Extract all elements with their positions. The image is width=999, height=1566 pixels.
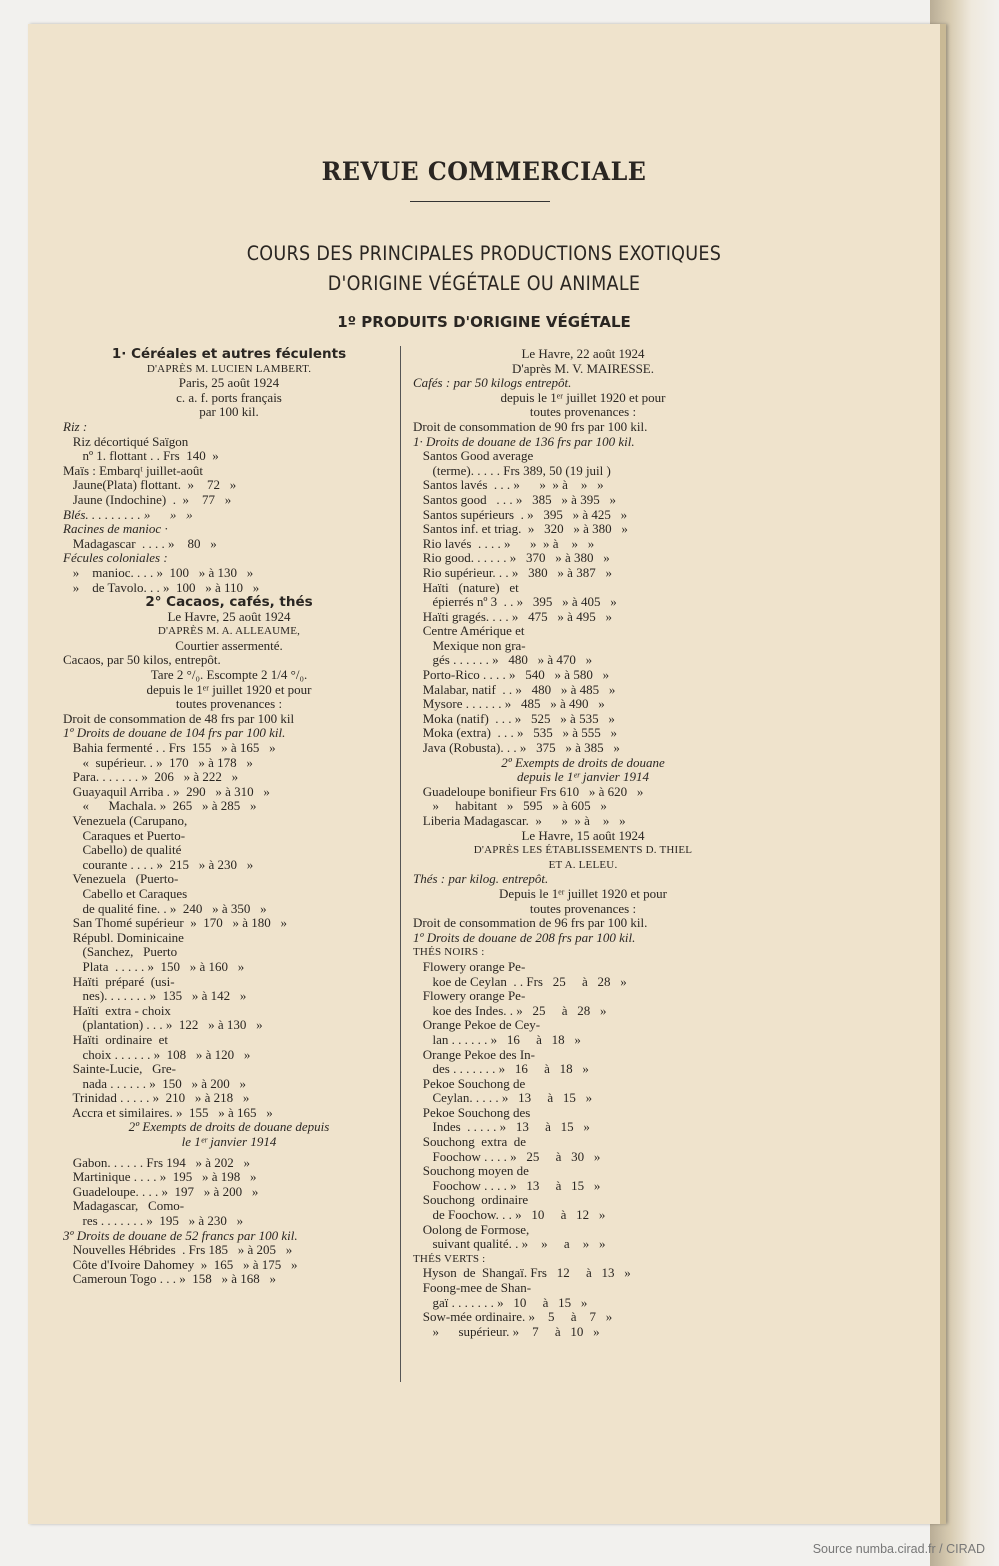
text-line: D'APRÈS M. LUCIEN LAMBERT. bbox=[146, 362, 312, 375]
text-line: Guadeloupe bonifieur Frs 610 » à 620 » bbox=[413, 783, 644, 799]
text-line: Moka (natif) . . . » 525 » à 535 » bbox=[413, 710, 615, 726]
text-line: Cabello et Caraques bbox=[63, 885, 188, 901]
text-line: Riz décortiqué Saïgon bbox=[63, 433, 189, 449]
column-divider bbox=[400, 346, 401, 1382]
text-line: res . . . . . . . » 195 » à 230 » bbox=[63, 1213, 244, 1229]
text-line: Tare 2 °/₀. Escompte 2 1/4 °/₀. bbox=[150, 667, 308, 683]
text-line: Racines de manioc · bbox=[63, 521, 168, 537]
text-line: de qualité fine. . » 240 » à 350 » bbox=[63, 900, 267, 916]
text-line: Souchong moyen de bbox=[413, 1163, 529, 1179]
text-line: courante . . . . » 215 » à 230 » bbox=[63, 856, 254, 872]
text-line: des . . . . . . . » 16 à 18 » bbox=[413, 1061, 589, 1077]
text-line: THÉS VERTS : bbox=[413, 1252, 486, 1265]
text-line: » supérieur. » 7 à 10 » bbox=[413, 1323, 600, 1339]
text-line: Droit de consommation de 90 frs par 100 kil. bbox=[413, 418, 648, 434]
text-line: Sow-mée ordinaire. » 5 à 7 » bbox=[413, 1309, 613, 1325]
text-line: Rio good. . . . . . » 370 » à 380 » bbox=[413, 550, 610, 566]
text-line: Le Havre, 25 août 1924 bbox=[167, 608, 291, 624]
text-line: Venezuela (Puerto- bbox=[63, 871, 179, 887]
text-line: D'APRÈS LES ÉTABLISSEMENTS D. THIEL bbox=[473, 844, 693, 857]
text-line: Cameroun Togo . . . » 158 » à 168 » bbox=[63, 1271, 276, 1287]
text-line: Blés. . . . . . . . . » » » bbox=[63, 506, 193, 522]
text-line: Moka (extra) . . . » 535 » à 555 » bbox=[413, 725, 617, 741]
text-line: Le Havre, 22 août 1924 bbox=[521, 346, 645, 361]
text-line: 2º Exempts de droits de douane depuis bbox=[128, 1119, 330, 1135]
text-line: suivant qualité. . » » a » » bbox=[413, 1236, 606, 1252]
text-line: Droit de consommation de 48 frs par 100 kil bbox=[63, 710, 295, 726]
text-line: Cabello) de qualité bbox=[63, 842, 182, 858]
text-line: 1· Droits de douane de 136 frs par 100 kil. bbox=[413, 433, 635, 449]
text-line: D'APRÈS M. A. ALLEAUME, bbox=[157, 625, 301, 638]
text-line: Souchong ordinaire bbox=[413, 1192, 529, 1208]
text-line: (plantation) . . . » 122 » à 130 » bbox=[63, 1017, 263, 1033]
text-line: ET A. LELEU. bbox=[548, 858, 618, 871]
text-line: Santos supérieurs . » 395 » à 425 » bbox=[413, 506, 628, 522]
text-line: Guayaquil Arriba . » 290 » à 310 » bbox=[63, 783, 270, 799]
text-line: Républ. Dominicaine bbox=[63, 929, 184, 945]
text-line: Indes . . . . . » 13 à 15 » bbox=[413, 1119, 590, 1135]
text-line: Malabar, natif . . » 480 » à 485 » bbox=[413, 681, 616, 697]
text-line: Foochow . . . . » 13 à 15 » bbox=[413, 1177, 601, 1193]
text-line: Venezuela (Carupano, bbox=[63, 813, 188, 828]
text-line: Paris, 25 août 1924 bbox=[178, 375, 280, 391]
text-line: 2° Cacaos, cafés, thés bbox=[145, 594, 313, 611]
title-divider bbox=[410, 201, 550, 202]
text-line: D'après M. V. MAIRESSE. bbox=[512, 360, 654, 376]
text-line: (Sanchez, Puerto bbox=[63, 944, 178, 960]
subtitle-line-2: D'ORIGINE VÉGÉTALE OU ANIMALE bbox=[327, 272, 641, 295]
text-line: THÉS NOIRS : bbox=[413, 946, 485, 959]
text-line: Madagascar . . . . » 80 » bbox=[63, 535, 217, 551]
text-line: Souchong extra de bbox=[413, 1134, 527, 1150]
text-line: « supérieur. . » 170 » à 178 » bbox=[63, 754, 253, 770]
text-line: depuis le 1ᵉʳ juillet 1920 et pour bbox=[500, 389, 666, 405]
text-line: Trinidad . . . . . » 210 » à 218 » bbox=[63, 1090, 250, 1106]
text-line: nes). . . . . . . » 135 » à 142 » bbox=[63, 988, 247, 1004]
text-line: Mysore . . . . . . » 485 » à 490 » bbox=[413, 696, 605, 712]
text-line: c. a. f. ports français bbox=[176, 389, 282, 405]
text-line: toutes provenances : bbox=[175, 696, 283, 712]
right-column bbox=[413, 347, 753, 1339]
text-line: » habitant » 595 » à 605 » bbox=[413, 798, 607, 814]
text-line: Droit de consommation de 96 frs par 100 kil. bbox=[413, 915, 648, 931]
text-line: Santos Good average bbox=[413, 448, 534, 464]
text-line: Gabon. . . . . . Frs 194 » à 202 » bbox=[63, 1154, 251, 1170]
text-line: depuis le 1ᵉʳ juillet 1920 et pour bbox=[146, 681, 312, 697]
text-line: Santos good . . . » 385 » à 395 » bbox=[413, 491, 616, 507]
text-line: 1º Droits de douane de 208 frs par 100 kil. bbox=[413, 929, 636, 945]
page-title: REVUE COMMERCIALE bbox=[321, 157, 647, 186]
text-line: Cacaos, par 50 kilos, entrepôt. bbox=[63, 652, 221, 668]
text-line: toutes provenances : bbox=[529, 900, 637, 916]
text-line: Rio lavés . . . . » » » à » » bbox=[413, 535, 595, 551]
text-line: toutes provenances : bbox=[529, 404, 637, 420]
text-line: Guadeloupe. . . . » 197 » à 200 » bbox=[63, 1183, 259, 1199]
text-line: Côte d'Ivoire Dahomey » 165 » à 175 » bbox=[63, 1256, 298, 1272]
text-line: gaï . . . . . . . » 10 à 15 » bbox=[413, 1294, 588, 1310]
section-heading: 1º PRODUITS D'ORIGINE VÉGÉTALE bbox=[337, 313, 631, 331]
text-line: koe de Ceylan . . Frs 25 à 28 » bbox=[413, 973, 627, 989]
subtitle-line-1: COURS DES PRINCIPALES PRODUCTIONS EXOTIQUES bbox=[246, 242, 722, 265]
text-line: 1º Droits de douane de 104 frs par 100 kil. bbox=[63, 725, 286, 741]
text-line: Rio supérieur. . . » 380 » à 387 » bbox=[413, 564, 612, 580]
text-line: Haïti (nature) et bbox=[413, 579, 519, 595]
text-line: depuis le 1ᵉʳ janvier 1914 bbox=[517, 769, 649, 785]
text-line: » de Tavolo. . . » 100 » à 110 » bbox=[63, 579, 260, 595]
text-line: Haïti gragés. . . . » 475 » à 495 » bbox=[413, 608, 612, 624]
text-line: le 1ᵉʳ janvier 1914 bbox=[181, 1134, 277, 1150]
text-line: Fécules coloniales : bbox=[63, 550, 168, 566]
text-line: Santos lavés . . . » » » à » » bbox=[413, 477, 604, 493]
text-line: Martinique . . . . » 195 » à 198 » bbox=[63, 1169, 257, 1185]
left-column bbox=[63, 347, 395, 1287]
text-line: Santos inf. et triag. » 320 » à 380 » bbox=[413, 521, 628, 537]
source-credit: Source numba.cirad.fr / CIRAD bbox=[812, 1542, 985, 1556]
text-line: Courtier assermenté. bbox=[175, 637, 283, 653]
text-line: Cafés : par 50 kilogs entrepôt. bbox=[413, 375, 572, 391]
text-line: Oolong de Formose, bbox=[413, 1221, 530, 1237]
text-line: gés . . . . . . » 480 » à 470 » bbox=[413, 652, 593, 668]
text-line: Pekoe Souchong des bbox=[413, 1104, 531, 1120]
text-line: Flowery orange Pe- bbox=[413, 988, 526, 1004]
text-line: Madagascar, Como- bbox=[63, 1198, 185, 1214]
text-line: Nouvelles Hébrides . Frs 185 » à 205 » bbox=[63, 1242, 293, 1258]
text-line: Orange Pekoe de Cey- bbox=[413, 1017, 541, 1033]
text-line: « Machala. » 265 » à 285 » bbox=[63, 798, 257, 814]
text-line: (terme). . . . . Frs 389, 50 (19 juil ) bbox=[413, 462, 611, 478]
text-line: Ceylan. . . . . » 13 à 15 » bbox=[413, 1090, 593, 1106]
text-line: Jaune (Indochine) . » 77 » bbox=[63, 491, 232, 507]
text-line: nº 1. flottant . . Frs 140 » bbox=[63, 448, 219, 464]
text-line: 1· Céréales et autres féculents bbox=[111, 346, 347, 362]
text-line: Haïti ordinaire et bbox=[63, 1031, 169, 1047]
text-line: Java (Robusta). . . » 375 » à 385 » bbox=[413, 740, 620, 756]
text-line: 2º Exempts de droits de douane bbox=[501, 754, 665, 770]
text-line: Flowery orange Pe- bbox=[413, 958, 526, 974]
text-line: Hyson de Shangaï. Frs 12 à 13 » bbox=[413, 1265, 631, 1281]
text-line: Centre Amérique et bbox=[413, 623, 525, 639]
text-line: Maïs : Embarqᵗ juillet-août bbox=[63, 462, 204, 478]
text-line: Foochow . . . . » 25 à 30 » bbox=[413, 1148, 601, 1164]
text-line: nada . . . . . . » 150 » à 200 » bbox=[63, 1075, 247, 1091]
text-line: Le Havre, 15 août 1924 bbox=[521, 827, 645, 843]
text-line: Haïti extra - choix bbox=[63, 1002, 171, 1018]
text-line: » manioc. . . . » 100 » à 130 » bbox=[63, 564, 254, 580]
text-line: Para. . . . . . . » 206 » à 222 » bbox=[63, 769, 239, 785]
document-page bbox=[28, 24, 946, 1524]
text-line: de Foochow. . . » 10 à 12 » bbox=[413, 1207, 606, 1223]
text-line: Jaune(Plata) flottant. » 72 » bbox=[63, 477, 237, 493]
text-line: koe des Indes. . » 25 à 28 » bbox=[413, 1002, 607, 1018]
text-line: lan . . . . . . » 16 à 18 » bbox=[413, 1031, 581, 1047]
text-line: Riz : bbox=[63, 418, 88, 434]
text-line: Foong-mee de Shan- bbox=[413, 1280, 532, 1295]
text-line: Orange Pekoe des In- bbox=[413, 1046, 536, 1062]
text-line: Thés : par kilog. entrepôt. bbox=[413, 871, 549, 887]
text-line: San Thomé supérieur » 170 » à 180 » bbox=[63, 915, 287, 931]
text-line: Pekoe Souchong de bbox=[413, 1075, 526, 1091]
text-line: choix . . . . . . » 108 » à 120 » bbox=[63, 1046, 251, 1062]
text-line: Plata . . . . . » 150 » à 160 » bbox=[63, 958, 245, 974]
text-line: Depuis le 1ᵉʳ juillet 1920 et pour bbox=[499, 885, 667, 901]
text-line: 3º Droits de douane de 52 francs par 100 kil. bbox=[63, 1227, 298, 1243]
text-line: Accra et similaires. » 155 » à 165 » bbox=[63, 1104, 273, 1120]
text-line: épierrés nº 3 . . » 395 » à 405 » bbox=[413, 594, 617, 610]
text-line: par 100 kil. bbox=[199, 404, 259, 420]
text-line: Haïti préparé (usi- bbox=[63, 973, 175, 989]
text-line: Mexique non gra- bbox=[413, 637, 526, 653]
text-line: Caraques et Puerto- bbox=[63, 827, 186, 843]
text-line: Porto-Rico . . . . » 540 » à 580 » bbox=[413, 667, 610, 683]
text-line: Liberia Madagascar. » » » à » » bbox=[413, 813, 626, 828]
text-line: Bahia fermenté . . Frs 155 » à 165 » bbox=[63, 740, 276, 756]
text-line: Sainte-Lucie, Gre- bbox=[63, 1061, 176, 1077]
